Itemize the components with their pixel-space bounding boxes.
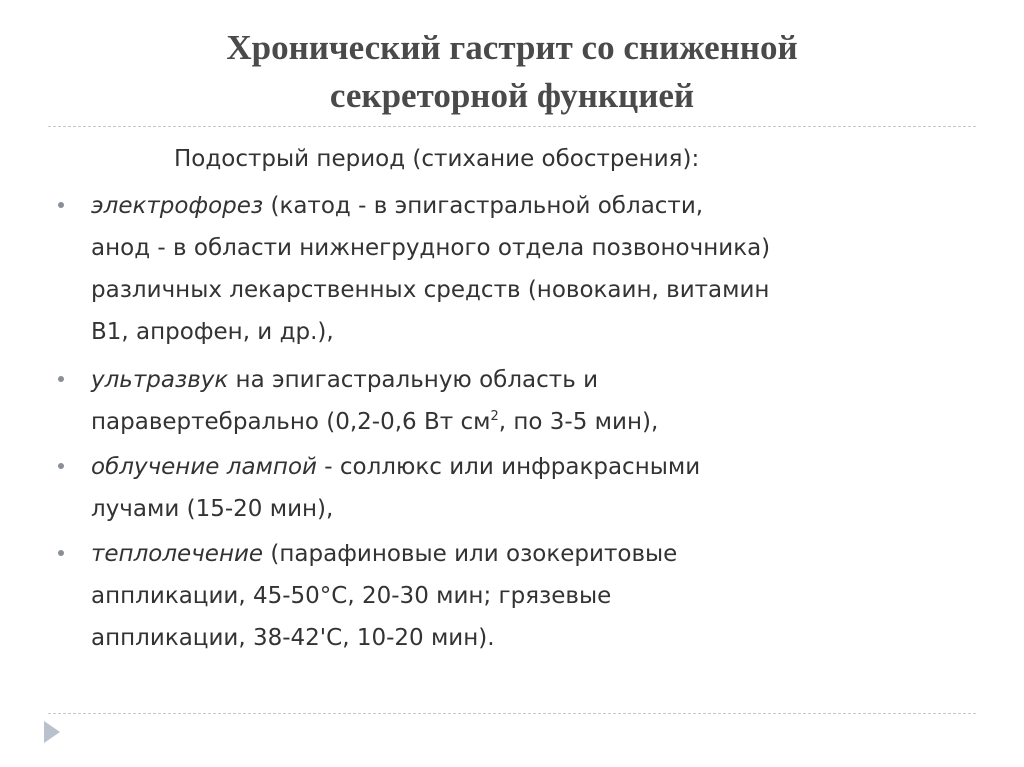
footer-divider [48, 713, 976, 714]
subheading: Подострый период (стихание обострения): [174, 146, 700, 172]
bullet-text: , по 3-5 мин), [498, 409, 659, 435]
bullet-line: аппликации, 38-42'С, 10-20 мин). [91, 625, 495, 651]
bullet-line: различных лекарственных средств (новокаин, витамин [91, 277, 770, 303]
bullet-text: (парафиновые или озокеритовые [263, 541, 678, 567]
bullet-text: - соллюкс или инфракрасными [316, 454, 701, 480]
bullet-dot [58, 550, 64, 556]
bullet-line [91, 447, 700, 487]
bullet-line: В1, апрофен, и др.), [91, 319, 334, 345]
bullet-dot [58, 376, 64, 382]
bullet-line: лучами (15-20 мин), [91, 496, 334, 522]
bullet-term: электрофорез [91, 193, 264, 219]
bullet-dot [58, 463, 64, 469]
bullet-line [91, 186, 703, 226]
slide-title-line-1: Хронический гастрит со сниженной [226, 28, 798, 67]
bullet-dot [58, 202, 64, 208]
bullet-text: на эпигастральную область и [228, 367, 599, 393]
bullet-line [91, 402, 658, 442]
bullet-line: анод - в области нижнегрудного отдела позвоночника) [91, 235, 771, 261]
bullet-term: облучение лампой [91, 454, 317, 480]
bullet-term: ультразвук [91, 367, 229, 393]
bullet-line: аппликации, 45-50°С, 20-30 мин; грязевые [91, 583, 612, 609]
superscript: 2 [490, 409, 499, 424]
bullet-line [91, 360, 598, 400]
bullet-term: теплолечение [91, 541, 264, 567]
slide-title-line-2: секреторной функцией [329, 76, 695, 115]
bullet-line [91, 534, 677, 574]
bullet-text: (катод - в эпигастральной области, [263, 193, 704, 219]
bullet-text: паравертебрально (0,2-0,6 Вт см [91, 409, 491, 435]
triangle-arrow-right-icon [44, 721, 60, 743]
